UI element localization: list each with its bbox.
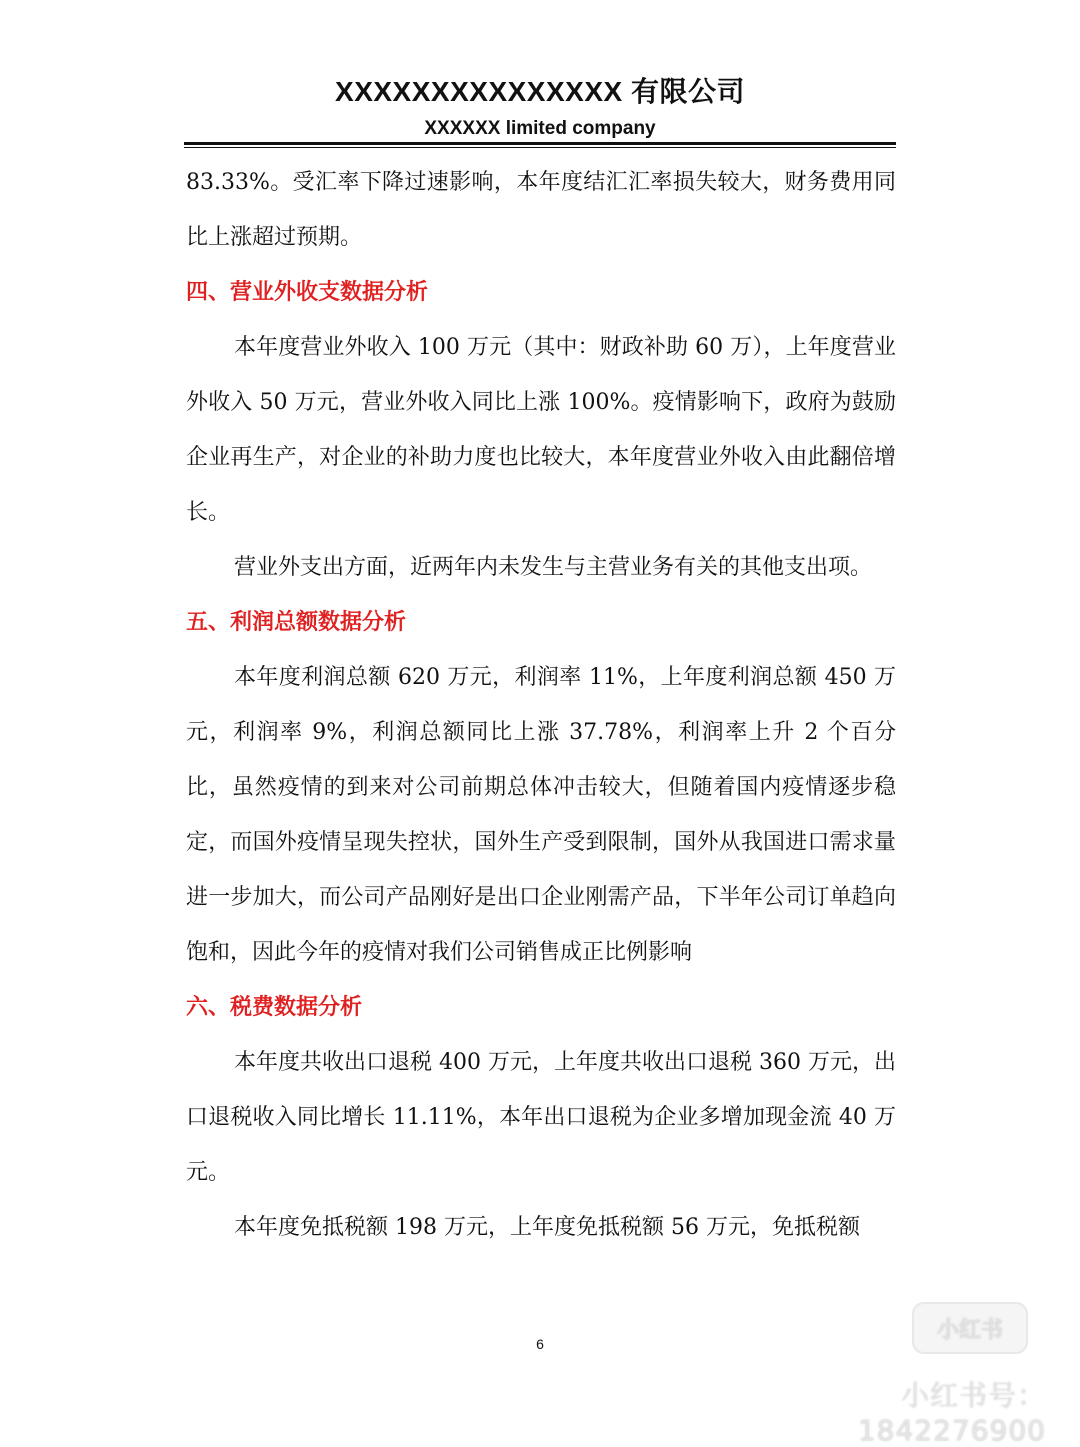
- paragraph-total-profit: 本年度利润总额 620 万元，利润率 11%，上年度利润总额 450 万元，利润率 9%，利润总额同比上涨 37.78%，利润率上升 2 个百分比，虽然疫情的到来对公司前期总体冲击较大，但随着国内疫情逐步稳定，而国外疫情呈现失控状，国外生产受到限制，国外从我国进口需求量进一步加大，而公司产品刚好是出口企业刚需产品，下半年公司订单趋向饱和，因此今年的疫情对我们公司销售成正比例影响: [186, 665, 896, 965]
- heading-total-profit: 五、利润总额数据分析: [186, 609, 407, 635]
- document-header: [184, 72, 896, 142]
- company-name-cn: XXXXXXXXXXXXXXX 有限公司: [335, 76, 745, 107]
- header-rule-thick: [184, 142, 896, 145]
- heading-non-operating: 四、营业外收支数据分析: [186, 279, 429, 305]
- paragraph-export-rebate: 本年度共收出口退税 400 万元，上年度共收出口退税 360 万元，出口退税收入同比增长 11.11%，本年出口退税为企业多增加现金流 40 万元。: [186, 1050, 896, 1185]
- company-name-en: XXXXXX limited company: [424, 118, 656, 139]
- paragraph-tax-offset: 本年度免抵税额 198 万元，上年度免抵税额 56 万元，免抵税额: [234, 1215, 860, 1240]
- paragraph-finance-cost: 83.33%。受汇率下降过速影响，本年度结汇汇率损失较大，财务费用同比上涨超过预期。: [186, 170, 896, 250]
- paragraph-non-operating-expense: 营业外支出方面，近两年内未发生与主营业务有关的其他支出项。: [234, 555, 873, 580]
- page-number: 6: [536, 1336, 544, 1352]
- heading-taxes: 六、税费数据分析: [186, 994, 363, 1020]
- document-body: [186, 155, 896, 1255]
- paragraph-non-operating-income: 本年度营业外收入 100 万元（其中：财政补助 60 万），上年度营业外收入 50 万元，营业外收入同比上涨 100%。疫情影响下，政府为鼓励企业再生产，对企业的补助力度也比较大，本年度营业外收入由此翻倍增长。: [186, 335, 896, 525]
- watermark-logo: 小红书: [912, 1302, 1028, 1354]
- header-rule-thin: [184, 147, 896, 148]
- watermark-id: 小红书号：1842276900: [857, 1379, 1046, 1447]
